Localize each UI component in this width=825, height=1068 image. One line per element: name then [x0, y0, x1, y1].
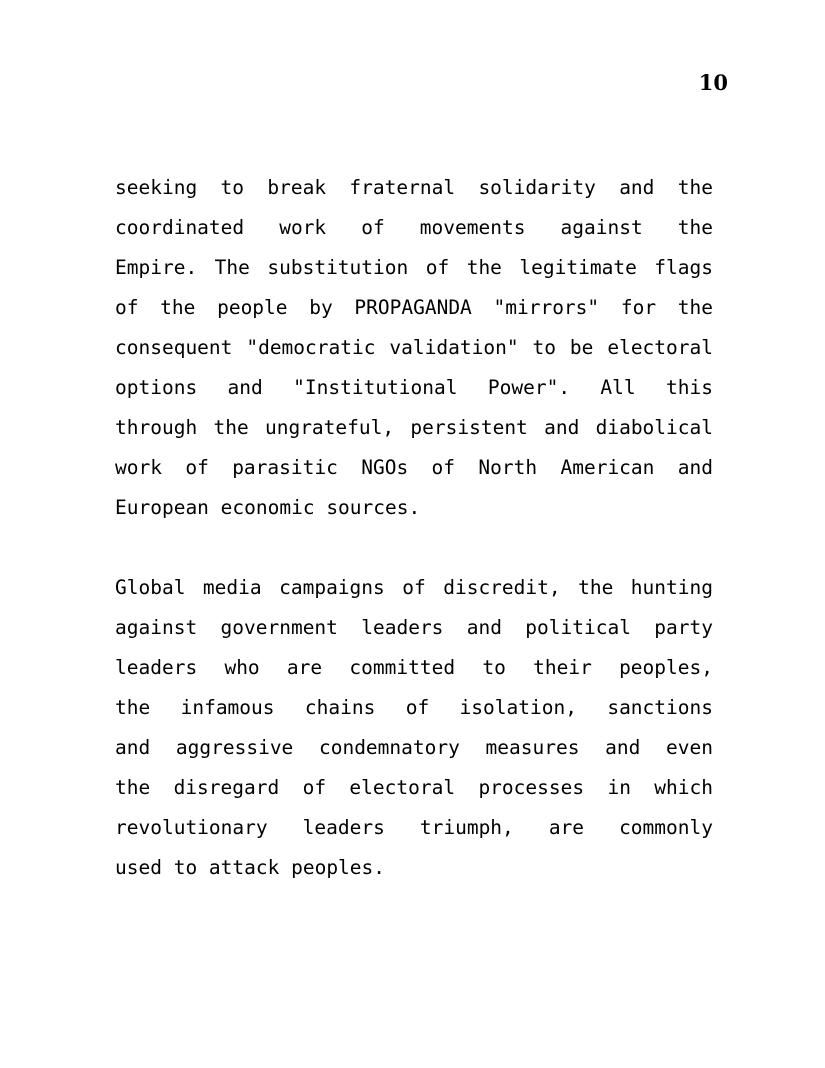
page-number: 10	[698, 70, 728, 95]
text-line: revolutionary leaders triumph, are commonly	[115, 816, 713, 839]
text-line: work of parasitic NGOs of North American and	[115, 456, 713, 479]
paragraph-1	[115, 168, 713, 528]
text-line: coordinated work of movements against the	[115, 216, 713, 239]
paragraph-2	[115, 568, 713, 888]
text-line: used to attack peoples.	[115, 856, 386, 879]
text-line: against government leaders and political party	[115, 616, 713, 639]
page-body-text	[115, 168, 713, 888]
text-line: European economic sources.	[115, 496, 421, 519]
text-line: leaders who are committed to their peoples,	[115, 656, 713, 679]
text-line: consequent "democratic validation" to be electoral	[115, 336, 713, 359]
text-line: Empire. The substitution of the legitimate flags	[115, 256, 713, 279]
text-line: the disregard of electoral processes in which	[115, 776, 713, 799]
text-line: through the ungrateful, persistent and diabolical	[115, 416, 713, 439]
text-line: seeking to break fraternal solidarity and the	[115, 176, 713, 199]
text-line: and aggressive condemnatory measures and even	[115, 736, 713, 759]
text-line: options and "Institutional Power". All this	[115, 376, 713, 399]
text-line: of the people by PROPAGANDA "mirrors" for the	[115, 296, 713, 319]
text-line: the infamous chains of isolation, sanctions	[115, 696, 713, 719]
text-line: Global media campaigns of discredit, the hunting	[115, 576, 713, 599]
